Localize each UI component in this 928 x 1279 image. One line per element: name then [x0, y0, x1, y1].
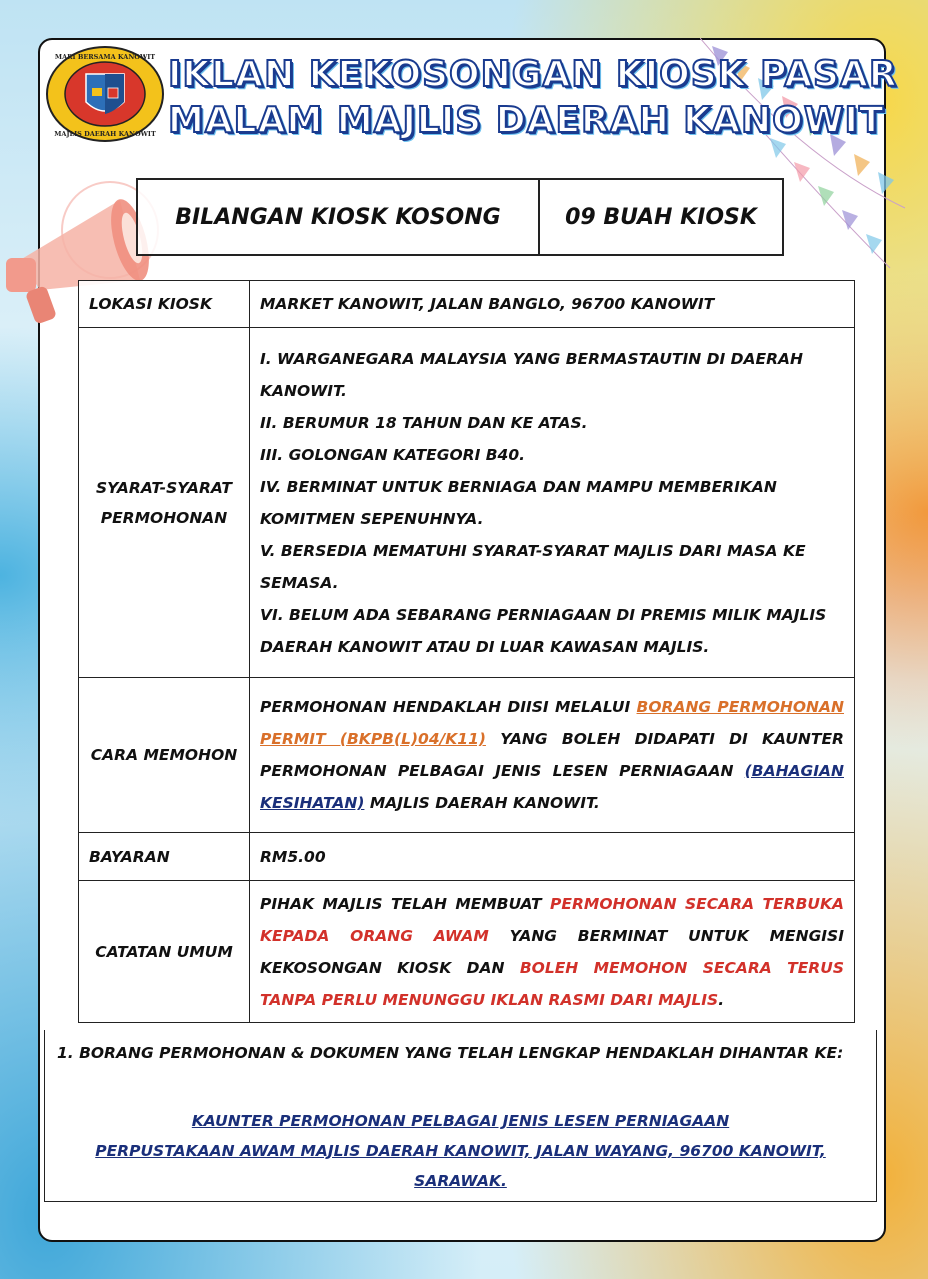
cara-text-1: PERMOHONAN HENDAKLAH DIISI MELALUI: [260, 698, 637, 716]
bayaran-value: RM5.00: [250, 833, 855, 881]
syarat-line: IV. BERMINAT UNTUK BERNIAGA DAN MAMPU MEMBERIKAN: [260, 477, 777, 496]
logo-text-bottom: MAJLIS DAERAH KANOWIT: [54, 130, 156, 138]
catatan-text-3: .: [718, 990, 725, 1009]
address-line-3: SARAWAK.: [414, 1172, 507, 1190]
syarat-line: VI. BELUM ADA SEBARANG PERNIAGAAN DI PREMIS MILIK MAJLIS: [260, 605, 827, 624]
syarat-line: II. BERUMUR 18 TAHUN DAN KE ATAS.: [260, 413, 588, 432]
title-line-1: IKLAN KEKOSONGAN KIOSK PASAR: [168, 54, 898, 95]
submission-heading: 1. BORANG PERMOHONAN & DOKUMEN YANG TELAH LENGKAP HENDAKLAH DIHANTAR KE:: [57, 1044, 844, 1062]
syarat-line: DAERAH KANOWIT ATAU DI LUAR KAWASAN MAJLIS.: [260, 637, 710, 656]
bayaran-label: BAYARAN: [79, 833, 250, 881]
table-row-bayaran: [79, 833, 855, 881]
catatan-highlight-1: PERMOHONAN SECARA TERBUKA KEPADA ORANG AWAM: [260, 894, 844, 945]
catatan-text-2: YANG BERMINAT UNTUK MENGISI KEKOSONGAN KIOSK DAN: [260, 926, 844, 977]
syarat-line: KANOWIT.: [260, 381, 347, 400]
address-line-2: PERPUSTAKAAN AWAM MAJLIS DAERAH KANOWIT, JALAN WAYANG, 96700 KANOWIT,: [95, 1142, 826, 1160]
syarat-label-line-2: PERMOHONAN: [100, 508, 228, 527]
vacancy-count-label: BILANGAN KIOSK KOSONG: [138, 180, 540, 254]
catatan-label: CATATAN UMUM: [79, 881, 250, 1023]
syarat-label-line-1: SYARAT-SYARAT: [96, 478, 232, 497]
vacancy-count-box: [136, 178, 784, 256]
info-table: [78, 280, 855, 1023]
title-line-2: MALAM MAJLIS DAERAH KANOWIT: [168, 100, 885, 141]
cara-value: [250, 678, 855, 833]
cara-text-2: YANG BOLEH DIDAPATI DI KAUNTER PERMOHONAN PELBAGAI JENIS LESEN PERNIAGAAN: [260, 730, 844, 780]
catatan-value: [250, 881, 855, 1023]
submission-box: [44, 1030, 877, 1202]
majlis-daerah-kanowit-logo: [44, 44, 166, 144]
table-row-syarat: [79, 328, 855, 678]
syarat-line: III. GOLONGAN KATEGORI B40.: [260, 445, 525, 464]
page-title: [168, 52, 898, 144]
syarat-label: [79, 328, 250, 678]
cara-label: CARA MEMOHON: [79, 678, 250, 833]
catatan-highlight-2: BOLEH MEMOHON SECARA TERUS TANPA PERLU MENUNGGU IKLAN RASMI DARI MAJLIS: [260, 958, 844, 1009]
address-line-1: KAUNTER PERMOHONAN PELBAGAI JENIS LESEN PERNIAGAAN: [191, 1112, 730, 1130]
syarat-line: I. WARGANEGARA MALAYSIA YANG BERMASTAUTIN DI DAERAH: [260, 349, 804, 368]
submission-address: [45, 1106, 876, 1196]
syarat-line: SEMASA.: [260, 573, 339, 592]
logo-text-top: MARI BERSAMA KANOWIT: [54, 53, 156, 61]
cara-text-3: MAJLIS DAERAH KANOWIT.: [364, 794, 600, 812]
catatan-text-1: PIHAK MAJLIS TELAH MEMBUAT: [260, 894, 551, 913]
lokasi-value: MARKET KANOWIT, JALAN BANGLO, 96700 KANOWIT: [250, 281, 855, 328]
syarat-line: V. BERSEDIA MEMATUHI SYARAT-SYARAT MAJLIS DARI MASA KE: [260, 541, 806, 560]
table-row-catatan: [79, 881, 855, 1023]
lokasi-label: LOKASI KIOSK: [79, 281, 250, 328]
borang-permit-link[interactable]: BORANG PERMOHONAN PERMIT (BKPB(L)04/K11): [260, 698, 844, 748]
table-row-cara: [79, 678, 855, 833]
vacancy-count-value: 09 BUAH KIOSK: [565, 204, 757, 230]
syarat-line: KOMITMEN SEPENUHNYA.: [260, 509, 484, 528]
table-row-lokasi: [79, 281, 855, 328]
syarat-list: [250, 328, 855, 678]
bahagian-kesihatan-link[interactable]: (BAHAGIAN KESIHATAN): [260, 762, 844, 812]
